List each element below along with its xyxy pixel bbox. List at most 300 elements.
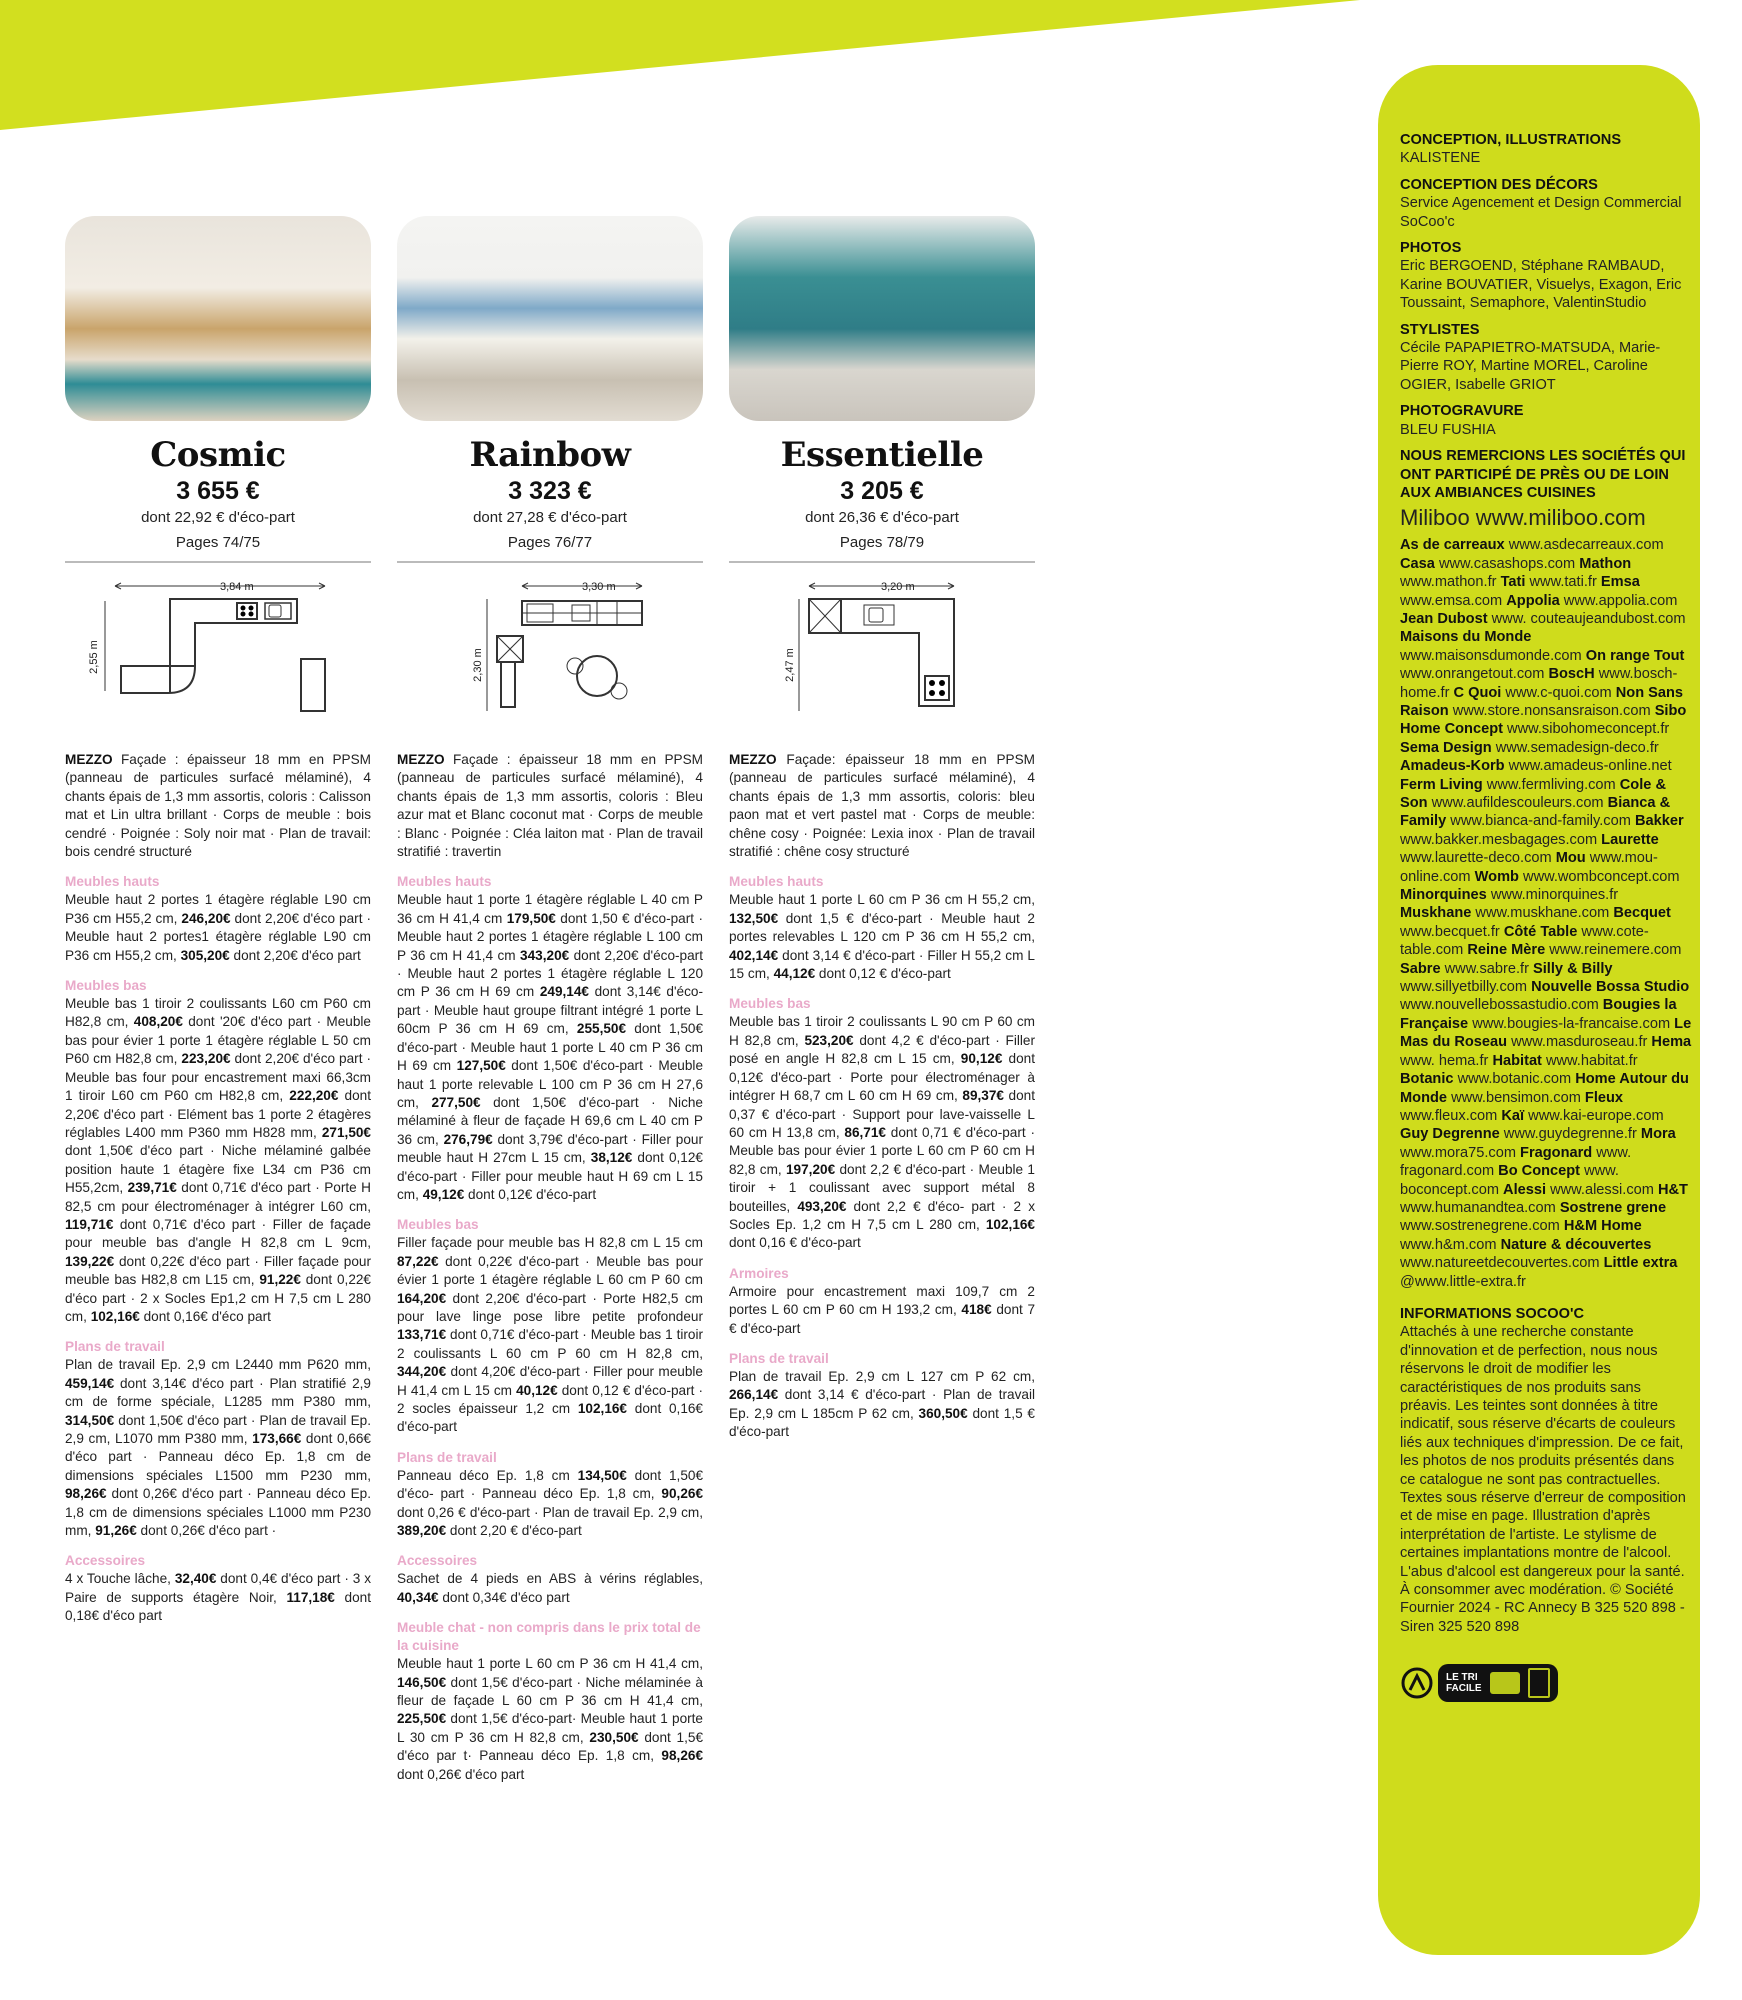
text-run: dont 1,50€ d'éco- part · Panneau déco Ep. 1,8 cm, (397, 1467, 703, 1502)
text-run: dont 0,66€ d'éco part · Panneau déco Ep. 1,8 cm de dimensions spéciales L1500 mm P230 mm, (65, 1431, 371, 1483)
partner-url: www.wombconcept.com (1518, 868, 1680, 885)
text-run: dont 0,12 € d'éco-part · 2 socles épaisseur 1,2 cm (397, 1382, 703, 1416)
text-run: dont 3,79€ d'éco-part · Filler pour meuble haut H 27cm L 15 cm, (397, 1131, 703, 1166)
text-run: dont 0,12€ d'éco-part (464, 1186, 597, 1202)
text-run: dont 1,5€ d'éco par t· Panneau déco Ep. 1,8 cm, (397, 1729, 704, 1764)
price-bold: 102,16€ (577, 1401, 627, 1416)
text-run: dont 0,16€ d'éco part (139, 1308, 271, 1324)
partner-name: Bakker (1634, 813, 1684, 830)
section-items (65, 891, 371, 965)
partner-url: www.becquet.fr (1400, 923, 1504, 940)
partner-name: Bougies la Française (1400, 997, 1677, 1032)
partner-name: Ferm Living (1400, 776, 1483, 793)
price-bold: 408,20€ (133, 1014, 183, 1030)
price-bold: 197,20€ (786, 1161, 836, 1177)
text-run: Façade : épaisseur 18 mm en PPSM (panneau de particules surfacé mélaminé), 4 chants épais de 1,3 mm assortis, coloris : Calisson mat et Lin ultra brillant · Corps de meuble : bois cendré · Poignée : Soly noir mat · Plan de travail: bois cendré structuré (65, 752, 371, 860)
partner-url: www.laurette-deco.com (1400, 850, 1556, 867)
kitchen-column-cosmic (65, 216, 371, 1626)
partner-name: Maisons du Monde (1400, 629, 1532, 646)
text-run: dont 2,2 € d'éco-part · Meuble 1 tiroir + 1 coulissant avec support métal 8 bouteilles, (729, 1161, 1035, 1214)
section-heading: Meubles bas (65, 978, 147, 994)
partner-name: Mora (1640, 1126, 1676, 1143)
text-run: 4 x Touche lâche, (65, 1571, 175, 1587)
partner-url: www.store.nonsansraison.com (1448, 702, 1655, 719)
text-run: dont 1,5 € d'éco-part · Meuble haut 2 portes relevables L 120 cm P 36 cm H 55,2 cm, (729, 910, 1035, 945)
text-run: dont 7 € d'éco-part (729, 1302, 1035, 1336)
partner-name: Becquet (1613, 905, 1671, 922)
price-bold: 102,16€ (985, 1216, 1035, 1232)
text-run: Armoire pour encastrement maxi 109,7 cm 2 portes L 60 cm P 60 cm H 193,2 cm, (729, 1283, 1035, 1318)
price-bold: 360,50€ (918, 1405, 968, 1421)
price-bold: 222,20€ (289, 1088, 339, 1104)
partner-url: www.maisonsdumonde.com (1400, 647, 1586, 664)
price-bold: 277,50€ (431, 1094, 481, 1110)
partner-url: www.fermliving.com (1482, 776, 1620, 793)
price-bold: 246,20€ (181, 910, 231, 926)
text-run: Meuble haut 1 porte 1 étagère réglable L 40 cm P 36 cm H 41,4 cm (397, 892, 703, 926)
partner-url: www.sibohomeconcept.fr (1502, 721, 1670, 738)
info-text: Attachés à une recherche constante d'innovation et de perfection, nous nous réservons le droit de modifier les caractéristiques de nos produits sans préavis. Les teintes sont données à titre indicatif, sous réserve d'écarts de couleurs liés aux techniques d'impression. De ce fait, les photos de nos produits présentés dans ce catalogue ne sont pas contractuelles. Textes sous réserve d'erreur de composition et de mise en page. Illustration d'après interprétation de l'artiste. Le stylisme de certaines implantations montre de l'alcool. L'abus d'alcool est dangereux pour la santé. À consommer avec modération. © Société Fournier 2024 - RC Annecy B 325 520 898 - Siren 325 520 898 (1400, 1324, 1686, 1635)
credit-text: Cécile PAPAPIETRO-MATSUDA, Marie-Pierre ROY, Martine MOREL, Caroline OGIER, Isabelle GRIOT (1400, 340, 1661, 393)
kitchen-name: Cosmic (150, 435, 286, 475)
eco-part: dont 22,92 € d'éco-part (141, 509, 295, 526)
partner-name: Silly & Billy (1533, 960, 1613, 977)
price-bold: 146,50€ (397, 1674, 447, 1690)
partner-name: Cole & Son (1400, 776, 1666, 811)
badge-text (1446, 1672, 1482, 1694)
partner-url: www.guydegrenne.fr (1499, 1126, 1641, 1143)
partner-url: www.masduroseau.fr (1507, 1034, 1652, 1051)
partner-url: www.asdecarreaux.com (1504, 537, 1664, 554)
partner-url: www.semadesign-deco.fr (1491, 739, 1659, 756)
partner-name: Sostrene grene (1559, 1199, 1667, 1216)
partner-url: www.mou-online.com (1400, 850, 1658, 885)
text-run: dont 0,71€ d'éco part · Filler de façade pour meuble bas d'angle H 82,8 cm L 9cm, (65, 1216, 371, 1251)
plan-depth-label: 2,30 m (471, 648, 484, 682)
plan-width-label: 3,30 m (582, 581, 616, 593)
price-bold: 314,50€ (65, 1412, 115, 1428)
partner-name: Home Autour du Monde (1400, 1071, 1689, 1106)
price-bold: 89,37€ (962, 1088, 1004, 1104)
price-bold: 139,22€ (65, 1253, 115, 1269)
eco-part: dont 26,36 € d'éco-part (805, 509, 959, 526)
partner-url: www.kai-europe.com (1524, 1107, 1664, 1124)
text-run: dont 2,20€ d'éco part · Meuble haut 2 portes1 étagère réglable L90 cm P36 cm H55,2 cm, (65, 910, 371, 963)
price-bold: 230,50€ (589, 1729, 639, 1745)
eco-part: dont 27,28 € d'éco-part (473, 509, 627, 526)
section-heading: Plans de travail (729, 1350, 829, 1366)
badge-line1: LE TRI (1446, 1672, 1478, 1684)
info-heading: INFORMATIONS SOCOO'C (1400, 1305, 1584, 1322)
partner-name: Alessi (1503, 1181, 1547, 1198)
finish-description (729, 751, 1035, 861)
section-heading: Armoires (729, 1265, 789, 1281)
partner-url: www.appolia.com (1559, 592, 1678, 609)
kitchen-photo (397, 216, 703, 421)
partner-url: www.h&m.com (1400, 1236, 1501, 1253)
partner-name: Muskhane (1400, 905, 1472, 922)
price-bold: 90,26€ (661, 1486, 703, 1502)
credit-heading: CONCEPTION DES DÉCORS (1400, 176, 1598, 193)
partner-name: Mathon (1579, 555, 1632, 572)
partner-name: Womb (1474, 868, 1519, 885)
section-items (65, 1570, 371, 1625)
featured-partner: Miliboo www.miliboo.com (1400, 505, 1646, 531)
text-run: Meuble bas 1 tiroir 2 coulissants L60 cm P60 cm H82,8 cm, (65, 996, 371, 1030)
price-bold: 266,14€ (729, 1387, 779, 1403)
price-bold: 523,20€ (804, 1032, 854, 1048)
partner-name: Nouvelle Bossa Studio (1531, 979, 1690, 996)
credit-text: Eric BERGOEND, Stéphane RAMBAUD, Karine BOUVATIER, Visuelys, Exagon, Eric Toussaint, Semaphore, ValentinStudio (1400, 258, 1682, 312)
partner-name: Little extra (1603, 1255, 1678, 1272)
kitchen-name: Rainbow (469, 435, 631, 475)
finish-description (65, 751, 371, 861)
partner-name: Casa (1400, 555, 1435, 572)
text-run: dont 4,2 € d'éco-part · Filler posé en angle H 82,8 cm L 15 cm, (729, 1032, 1035, 1067)
divider (65, 561, 371, 563)
price-bold: 276,79€ (443, 1131, 493, 1147)
partner-name: As de carreaux (1400, 537, 1505, 554)
partner-url: www.fleux.com (1400, 1107, 1502, 1124)
price-bold: 249,14€ (539, 984, 589, 1000)
text-run: dont 1,50€ d'éco part · Plan de travail Ep. 2,9 cm, L1070 mm P380 mm, (65, 1412, 371, 1446)
triman-icon (1400, 1666, 1434, 1700)
section-heading: Meubles hauts (397, 874, 492, 890)
partner-name: Bianca & Family (1400, 795, 1671, 830)
partner-name: Sabre (1400, 960, 1441, 977)
text-run: dont 1,50€ d'éco part · Niche mélaminé galbée position haute 1 étagère fixe L34 cm P36 cm H55,2cm, (65, 1143, 371, 1196)
partner-name: Minorquines (1400, 887, 1487, 904)
text-run: dont 1,5€ d'éco-part· Meuble haut 1 porte L 30 cm P 36 cm H 82,8 cm, (397, 1711, 703, 1745)
text-run: Meuble haut 2 portes 1 étagère réglable L90 cm P36 cm H55,2 cm, (65, 892, 371, 926)
section-heading: Meuble chat - non compris dans le prix total de la cuisine (397, 1620, 701, 1654)
partner-name: Bo Concept (1498, 1163, 1581, 1180)
text-run: dont 2,20 € d'éco-part (446, 1523, 582, 1539)
price-bold: 86,71€ (844, 1124, 886, 1140)
section-heading: Plans de travail (397, 1449, 497, 1465)
kitchen-column-rainbow (397, 216, 703, 1784)
text-run: dont '20€ d'éco part · Meuble bas pour évier 1 porte 1 étagère réglable L 50 cm P60 cm H82,8 cm, (65, 1014, 371, 1067)
partner-name: On range Tout (1585, 647, 1685, 664)
text-run: dont 0,37 € d'éco-part · Support pour lave-vaisselle L 60 cm H 13,8 cm, (729, 1088, 1036, 1140)
partner-name: Fragonard (1520, 1144, 1593, 1161)
partner-url: www.bensimon.com (1447, 1089, 1585, 1106)
packaging-icon (1490, 1672, 1520, 1694)
partner-url: @www.little-extra.fr (1400, 1273, 1526, 1290)
price-bold: 117,18€ (286, 1589, 335, 1605)
partner-url: www.mathon.fr (1400, 574, 1501, 591)
partner-name: H&M Home (1563, 1218, 1642, 1235)
partner-name: Sema Design (1400, 739, 1492, 756)
price-bold: 87,22€ (397, 1253, 439, 1269)
text-run: dont 0,71€ d'éco part · Porte H 82,5 cm pour électroménager à intégrer L60 cm, (65, 1180, 371, 1214)
partner-name: Sibo Home Concept (1400, 702, 1687, 738)
text-run: Façade: épaisseur 18 mm en PPSM (panneau de particules surfacé mélaminé), 4 chants épais de 1,3 mm assortis, coloris: bleu paon mat et vert pastel mat · Corps de meuble: chêne cosy · Poignée: Lexia inox · Plan de travail stratifié : chêne cosy structuré (729, 752, 1035, 860)
partner-url: www.cote-table.com (1400, 923, 1649, 959)
page-reference: Pages 76/77 (507, 534, 593, 551)
kitchen-name: Essentielle (780, 435, 984, 475)
divider (729, 561, 1035, 563)
text-run: dont 1,50 € d'éco-part · Meuble haut 2 portes 1 étagère réglable L 100 cm P 36 cm H 41,4 cm (397, 910, 703, 963)
partner-url: www. couteaujeandubost.com (1487, 610, 1686, 627)
divider (397, 561, 703, 563)
partner-name: Amadeus-Korb (1400, 758, 1505, 775)
partner-url: www.habitat.fr (1541, 1052, 1638, 1069)
partner-url: www.casashops.com (1434, 555, 1580, 572)
credits-sidebar (1378, 65, 1700, 1955)
price-bold: 173,66€ (252, 1431, 302, 1446)
partner-name: Kaï (1501, 1107, 1525, 1124)
floor-plan (65, 571, 371, 741)
price-bold: 102,16€ (90, 1308, 140, 1324)
partner-url: www.natureetdecouvertes.com (1400, 1255, 1604, 1272)
text-run: Meuble haut 1 porte L 60 cm P 36 cm H 41,4 cm, (397, 1656, 703, 1672)
text-run: Meuble bas 1 tiroir 2 coulissants L 90 cm P 60 cm H 82,8 cm, (729, 1014, 1035, 1048)
plan-depth-label: 2,47 m (783, 648, 796, 682)
text-run: dont 4,20€ d'éco-part · Filler pour meuble H 41,4 cm L 15 cm (397, 1364, 703, 1398)
text-run: dont 2,20€ d'éco-part · Porte H82,5 cm pour lave linge pose libre petite profondeur (397, 1290, 703, 1324)
credit-heading: PHOTOS (1400, 240, 1462, 257)
partner-url: www.amadeus-online.net (1504, 758, 1672, 775)
kitchen-photo (729, 216, 1035, 421)
price-bold: 90,12€ (960, 1051, 1003, 1067)
partner-name: BoscH (1548, 666, 1595, 683)
partner-url: www.nouvellebossastudio.com (1400, 997, 1603, 1014)
price-bold: 98,26€ (661, 1748, 703, 1764)
text-run: dont 1,50€ d'éco-part · Meuble haut 1 porte relevable L 100 cm P 36 cm H 27,6 cm, (397, 1058, 704, 1110)
partner-url: www.emsa.com (1400, 592, 1507, 609)
text-run: Plan de travail Ep. 2,9 cm L 127 cm P 62 cm, (729, 1368, 1035, 1384)
text-run: Façade : épaisseur 18 mm en PPSM (panneau de particules surfacé mélaminé), 4 chants épais de 1,3 mm assortis, coloris : Bleu azur mat et Blanc coconut mat · Corps de meuble : Blanc · Poignée : Cléa laiton mat · Plan de travail stratifié : travertin (397, 752, 703, 860)
text-run: dont 0,12€ d'éco-part · Porte pour électroménager à intégrer H 68,7 cm L 60 cm H 69 cm, (729, 1051, 1035, 1104)
finish-description (397, 751, 703, 861)
partner-name: Mou (1555, 850, 1586, 867)
text-run: dont 0,18€ d'éco part (65, 1589, 371, 1624)
section-items (65, 1356, 371, 1540)
price-bold: 271,50€ (321, 1124, 371, 1140)
partner-name: Jean Dubost (1400, 610, 1488, 627)
partner-name: H&T (1657, 1181, 1688, 1198)
partner-url: www.sostrenegrene.com (1400, 1218, 1564, 1235)
credit-heading: PHOTOGRAVURE (1400, 403, 1524, 420)
bin-icon (1528, 1668, 1550, 1698)
section-heading: Meubles hauts (729, 874, 824, 890)
partner-url: www.bougies-la-francaise.com (1468, 1015, 1675, 1032)
partner-name: Appolia (1506, 592, 1560, 609)
section-heading: Accessoires (397, 1553, 478, 1569)
partner-name: Le Mas du Roseau (1400, 1015, 1692, 1051)
text-run: Panneau déco Ep. 1,8 cm (397, 1467, 578, 1483)
price-bold: 127,50€ (456, 1058, 506, 1074)
partner-url: www.onrangetout.com (1400, 666, 1549, 683)
price-bold: 119,71€ (65, 1216, 114, 1232)
price-bold: 132,50€ (729, 910, 779, 926)
text-run: dont 0,22€ d'éco part · 2 x Socles Ep1,2 cm H 7,5 cm L 280 cm, (65, 1272, 371, 1324)
partner-name: Hema (1651, 1034, 1692, 1051)
plan-depth-label: 2,55 m (87, 640, 100, 674)
text-run: dont 0,71€ d'éco-part · Meuble bas 1 tiroir 2 coulissants L 60 cm P 60 cm H 82,8 cm, (397, 1327, 703, 1361)
text-run: dont 1,5 € d'éco-part (729, 1405, 1035, 1440)
price-bold: 91,26€ (95, 1523, 137, 1539)
text-run: dont 0,26€ d'éco part · Panneau déco Ep. 1,8 cm de dimensions spéciales L1000 mm P230 mm, (65, 1486, 371, 1539)
partner-name: Reine Mère (1467, 942, 1546, 959)
partner-name: Côté Table (1503, 923, 1578, 940)
price-bold: 40,34€ (397, 1589, 439, 1605)
page-reference: Pages 78/79 (839, 534, 925, 551)
section-items (397, 1467, 703, 1541)
partner-name: Guy Degrenne (1400, 1126, 1500, 1143)
text-run: dont 0,12 € d'éco-part (815, 966, 951, 982)
price-bold: 38,12€ (590, 1150, 633, 1166)
text-run: dont 0,34€ d'éco part (438, 1589, 570, 1605)
credit-text: BLEU FUSHIA (1400, 421, 1496, 438)
text-run: dont 0,26€ d'éco part (397, 1766, 525, 1782)
partner-url: www.c-quoi.com (1501, 684, 1616, 701)
price-bold: 223,20€ (181, 1051, 231, 1067)
price-bold: 402,14€ (729, 947, 779, 963)
text-run: dont 2,20€ d'éco-part · Meuble haut 2 portes 1 étagère réglable L 120 cm P 36 cm H 69 cm (397, 947, 703, 1000)
partner-url: www.mora75.com (1400, 1144, 1521, 1161)
partner-url: www. fragonard.com (1400, 1144, 1632, 1180)
text-run: dont 2,20€ d'éco part · Elément bas 1 porte 2 étagères réglables L400 mm P360 mm H828 mm, (65, 1088, 371, 1140)
text-run: dont 2,20€ d'éco part · Meuble bas four pour encastrement maxi 66,3cm 1 tiroir L60 cm P60 cm H82,8 cm, (65, 1051, 371, 1104)
text-run: dont 1,5€ d'éco-part · Niche mélaminée à fleur de façade L 60 cm P 36 cm H 41,4 cm, (397, 1674, 703, 1709)
kitchen-price: 3 205 € (840, 477, 924, 505)
floor-plan (729, 571, 1035, 741)
partner-url: www.sabre.fr (1440, 960, 1534, 977)
section-items (397, 891, 703, 1204)
price-bold: 40,12€ (516, 1382, 558, 1398)
kitchen-column-essentielle (729, 216, 1035, 1442)
kitchen-price: 3 655 € (176, 477, 260, 505)
text-run: dont 2,20€ d'éco part (229, 947, 361, 963)
partner-url: www.alessi.com (1546, 1181, 1658, 1198)
plan-width-label: 3,20 m (881, 581, 915, 593)
text-run: dont 0,16 € d'éco-part (729, 1235, 861, 1251)
text-run: dont 0,26 € d'éco-part · Plan de travail Ep. 2,9 cm, (397, 1504, 703, 1520)
text-run: dont 0,71 € d'éco-part · Meuble bas pour évier 1 porte L 60 cm P 60 cm H 82,8 cm, (729, 1124, 1035, 1177)
section-items (729, 1368, 1035, 1442)
text-run: dont 3,14 € d'éco-part · Filler H 55,2 cm L 15 cm, (729, 947, 1035, 982)
text-run: Sachet de 4 pieds en ABS à vérins réglables, (397, 1571, 703, 1587)
partner-name: Emsa (1600, 574, 1640, 591)
partner-url: www.aufildescouleurs.com (1427, 795, 1608, 811)
price-bold: 344,20€ (397, 1364, 447, 1380)
partner-list (1400, 536, 1692, 1291)
price-bold: 239,71€ (127, 1180, 177, 1196)
text-run: dont 0,16€ d'éco-part (397, 1401, 703, 1435)
partner-url: www.tati.fr (1525, 574, 1601, 591)
floor-plan (397, 571, 703, 741)
section-items (397, 1570, 703, 1607)
section-items (397, 1234, 703, 1436)
price-bold: 305,20€ (180, 947, 230, 963)
price-bold: 32,40€ (174, 1571, 217, 1587)
partner-url: www.sillyetbilly.com (1400, 979, 1532, 996)
price-bold: 44,12€ (773, 966, 816, 982)
price-bold: MEZZO (65, 752, 113, 767)
price-bold: 493,20€ (797, 1198, 847, 1214)
partner-name: Nature & découvertes (1500, 1236, 1652, 1253)
partner-url: www. hema.fr (1400, 1052, 1493, 1069)
text-run: dont 1,50€ d'éco-part · Niche mélaminé à fleur de façade H 69,6 cm L 40 cm P 36 cm, (397, 1094, 703, 1147)
text-run: dont 3,14€ d'éco-part · Meuble haut groupe filtrant intégré 1 porte L 60cm P 36 cm H 69 cm, (397, 984, 704, 1037)
partner-name: Tati (1500, 574, 1526, 591)
credit-heading: STYLISTES (1400, 321, 1480, 338)
partner-name: Laurette (1601, 831, 1659, 848)
partner-name: Habitat (1492, 1052, 1542, 1069)
text-run: Meuble haut 1 porte L 60 cm P 36 cm H 55,2 cm, (729, 892, 1035, 908)
partner-url: www.botanic.com (1453, 1071, 1576, 1088)
kitchen-photo (65, 216, 371, 421)
section-heading: Accessoires (65, 1553, 146, 1569)
price-bold: 164,20€ (397, 1290, 447, 1306)
partner-name: C Quoi (1453, 684, 1502, 701)
text-run: dont 3,14€ d'éco part · Plan stratifié 2,9 cm de forme spéciale, L1285 mm P380 mm, (65, 1375, 371, 1410)
price-bold: 255,50€ (576, 1021, 627, 1037)
text-run: Plan de travail Ep. 2,9 cm L2440 mm P620 mm, (65, 1357, 371, 1373)
partner-url: www.bosch-home.fr (1400, 666, 1678, 701)
price-bold: 179,50€ (506, 910, 556, 926)
price-bold: 389,20€ (397, 1523, 447, 1539)
partner-url: www.minorquines.fr (1486, 887, 1619, 904)
section-items (729, 891, 1035, 983)
partner-url: www.bianca-and-family.com (1446, 813, 1635, 830)
text-run: dont 3,14 € d'éco-part · Plan de travail Ep. 2,9 cm L 185cm P 62 cm, (729, 1387, 1035, 1421)
badge-line2: FACILE (1446, 1683, 1482, 1695)
credit-text: KALISTENE (1400, 150, 1481, 167)
text-run: dont 2,2 € d'éco- part · 2 x Socles Ep. 1,2 cm H 7,5 cm L 280 cm, (729, 1198, 1035, 1232)
price-bold: 134,50€ (577, 1467, 627, 1483)
price-bold: 225,50€ (397, 1711, 447, 1727)
le-tri-facile-badge (1438, 1664, 1558, 1702)
credit-text: Service Agencement et Design Commercial SoCoo'c (1400, 195, 1682, 230)
text-run: dont 0,22€ d'éco part · Filler façade pour meuble bas H82,8 cm L15 cm, (65, 1253, 371, 1288)
section-heading: Plans de travail (65, 1339, 165, 1355)
partner-name: Botanic (1400, 1071, 1454, 1088)
credit-heading: CONCEPTION, ILLUSTRATIONS (1400, 132, 1622, 148)
partner-url: www.bakker.mesbagages.com (1400, 831, 1602, 848)
text-run: dont 1,50€ d'éco-part · Meuble haut 1 porte L 40 cm P 36 cm H 69 cm (397, 1021, 704, 1074)
kitchen-price: 3 323 € (508, 477, 592, 505)
price-bold: 98,26€ (65, 1486, 107, 1502)
price-bold: 343,20€ (520, 947, 570, 963)
recycling-logo (1400, 1664, 1692, 1702)
section-items (729, 1013, 1035, 1252)
partner-url: www. boconcept.com (1400, 1163, 1619, 1198)
price-bold: MEZZO (729, 752, 777, 767)
section-heading: Meubles bas (729, 996, 811, 1012)
plan-width-label: 3,84 m (220, 581, 254, 593)
price-bold: 418€ (961, 1302, 992, 1318)
price-bold: 49,12€ (422, 1186, 465, 1202)
partner-url: www.muskhane.com (1471, 905, 1614, 922)
section-heading: Meubles bas (397, 1217, 479, 1233)
text-run: dont 0,22€ d'éco-part · Meuble bas pour évier 1 porte 1 étagère réglable L 60 cm P 60 cm (397, 1253, 703, 1288)
section-heading: Meubles hauts (65, 874, 160, 890)
partner-name: Non Sans Raison (1400, 684, 1684, 719)
price-bold: MEZZO (397, 752, 445, 767)
price-bold: 91,22€ (259, 1272, 301, 1288)
section-items (729, 1283, 1035, 1338)
text-run: dont 0,4€ d'éco part · 3 x Paire de supports étagère Noir, (65, 1571, 372, 1605)
partner-url: www.reinemere.com (1545, 942, 1682, 959)
page-reference: Pages 74/75 (175, 534, 261, 551)
section-items (65, 995, 371, 1326)
text-run: dont 0,26€ d'éco part · (136, 1523, 277, 1539)
text-run: dont 0,12€ d'éco-part · Filler pour meuble haut H 69 cm L 15 cm, (397, 1150, 703, 1202)
partner-name: Fleux (1584, 1089, 1624, 1106)
